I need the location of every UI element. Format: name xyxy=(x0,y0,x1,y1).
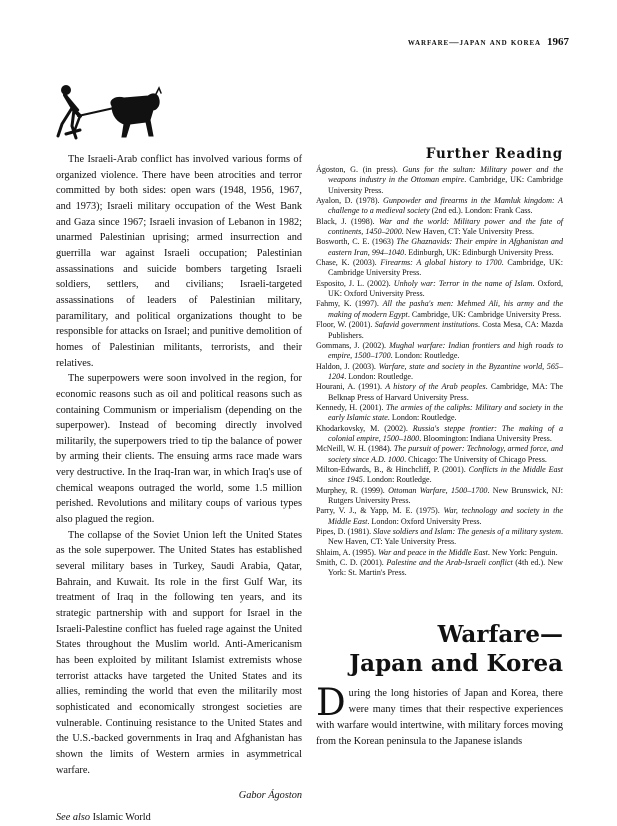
reference-author-year: Khodarkovsky, M. (2002). xyxy=(316,423,413,433)
reference-author-year: Kennedy, H. (2001). xyxy=(316,402,386,412)
reference-title: Unholy war: Terror in the name of Islam xyxy=(393,278,533,288)
reference-publisher: . London: Routledge. xyxy=(344,371,413,381)
see-also-label: See also xyxy=(56,811,91,823)
body-paragraph: The superpowers were soon involved in the region, for economic reasons such as oil and political reasons such as containing Communism or imperialism (depending on the superpower). Instead of becoming directly involved militarily, the superpowers tried to tip the balance of power by arming their clients. The ensuing arms race made wars very destructive. In the Iraq-Iran war, in which Iraq's use of chemical weapons outraged the world, some 1.5 million perished. Revolutions and military coups of various types also plagued the region. xyxy=(56,373,302,526)
reference-entry xyxy=(316,299,563,320)
reference-title: All the pasha's men: Mehmed Ali, his army and the making of modern Egypt xyxy=(328,299,563,319)
reference-author-year: Hourani, A. (1991). xyxy=(316,382,386,392)
reference-author-year: Gommans, J. (2002). xyxy=(316,340,390,350)
section-title-line: Warfare— xyxy=(437,621,563,648)
reference-publisher: . New Haven, CT: Yale University Press. xyxy=(328,527,563,547)
reference-title: Ottoman Warfare, 1500–1700 xyxy=(388,485,488,495)
reference-title: Palestine and the Arab-Israeli conflict xyxy=(386,558,513,568)
reference-publisher: . London: Oxford University Press. xyxy=(367,516,482,526)
reference-title: War, technology and society in the Middle East xyxy=(328,506,563,526)
reference-author-year: Chase, K. (2003). xyxy=(316,258,381,268)
further-reading-title: Further Reading xyxy=(425,146,563,162)
reference-publisher: . Cambridge, MA: The Belknap Press of Harvard University Press. xyxy=(328,382,563,402)
reference-publisher: (4th ed.). New York: St. Martin's Press. xyxy=(328,558,563,578)
reference-entry xyxy=(316,465,563,486)
reference-author-year: Black, J. (1998). xyxy=(316,216,379,226)
drop-cap: D xyxy=(316,681,346,724)
see-also-line xyxy=(56,810,302,826)
reference-entry xyxy=(316,196,563,217)
running-title: warfare—japan and korea xyxy=(407,38,541,48)
reference-publisher: . New Haven, CT: Yale University Press. xyxy=(401,227,534,237)
reference-author-year: Shlaim, A. (1995). xyxy=(316,547,379,557)
reference-title: War and the world: Military power and the fate of continents, 1450–2000 xyxy=(328,216,563,237)
reference-author-year: McNeill, W. H. (1984). xyxy=(316,444,394,454)
reference-author-year: Parry, V. J., & Yapp, M. E. (1975). xyxy=(316,506,444,516)
reference-title: The armies of the caliphs: Military and society in the early Islamic state xyxy=(328,402,563,423)
reference-entry xyxy=(316,341,563,362)
reference-author-year: Milton-Edwards, B., & Hinchcliff, P. (2001). xyxy=(316,464,469,474)
reference-author-year: Fahmy, K. (1997). xyxy=(316,299,383,309)
plowing-figure-illustration xyxy=(50,80,162,150)
reference-publisher: (2nd ed.). London: Frank Cass. xyxy=(429,206,533,216)
reference-publisher: . Cambridge, UK: Cambridge University Press. xyxy=(328,175,564,195)
reference-author-year: Esposito, J. L. (2002). xyxy=(316,278,394,288)
reference-title: Safavid government institutions xyxy=(374,320,478,330)
reference-author-year: Bosworth, C. E. (1963) xyxy=(316,237,397,247)
reference-author-year: Murphey, R. (1999). xyxy=(316,485,389,495)
reference-author-year: Smith, C. D. (2001). xyxy=(316,558,387,568)
section-title xyxy=(316,620,563,678)
reference-title: Gunpowder and firearms in the Mamluk kingdom: A challenge to a medieval society xyxy=(328,196,563,216)
body-paragraph: The Israeli-Arab conflict has involved various forms of organized violence. There have been atrocities and terror committed by both sides: open wars (1948, 1956, 1967, and 1973); Israeli military occupation of the West Bank and Gaza since 1967; Israeli invasion of Lebanon in 1982; unarmed Palestinian uprising; armed insurrection and guerrilla war against Israeli occupation; Palestinian assassinations and suicide bombers targeting Israeli soldiers, settlers, and civilians; Israeli-targeted assassinations of leaders of Palestinian military, paramilitary, and political organizations thought to be responsible for attacks on Israel; and punitive demolition of homes of Palestinian militants, terrorists, and their relatives. xyxy=(56,154,302,369)
reference-entry xyxy=(316,165,563,196)
reference-author-year: Haldon, J. (2003). xyxy=(316,361,379,371)
body-paragraph: The collapse of the Soviet Union left the United States as the sole superpower. The United States has established several military bases in Turkey, Saudi Arabia, Qatar, Bahrain, and Kuwait. Its role in the first Gulf War, its treatment of Iraq in the following ten years, and its strategic partnership with and support for Israel in the Israeli-Palestine conflict has fueled rage against the United States throughout the Muslim world. Anti-Americanism has been exploited by militant Islamist extremists whose terrorist attacks have targeted the United States and its allies, reminding the world that even the militarily most sophisticated and economically strongest societies are vulnerable. Continuing resistance to the United States and the U.S.-backed governments in Iraq and Afghanistan has shown the limits of Western armies in asymmetrical warfare. xyxy=(56,529,302,776)
reference-title: A history of the Arab peoples xyxy=(385,382,486,392)
reference-entry xyxy=(316,362,563,383)
page-number: 1967 xyxy=(547,36,569,48)
reference-author-year: Floor, W. (2001). xyxy=(316,320,375,330)
reference-entry xyxy=(316,424,563,445)
reference-entry xyxy=(316,548,563,558)
running-header xyxy=(408,36,569,48)
reference-entry xyxy=(316,444,563,465)
reference-title: Firearms: A global history to 1700 xyxy=(380,258,502,268)
section-title-line: Japan and Korea xyxy=(349,650,563,677)
reference-publisher: . Cambridge, UK: Cambridge University Press. xyxy=(407,309,562,319)
reference-entry xyxy=(316,217,563,238)
reference-title: Mughal warfare: Indian frontiers and high roads to empire, 1500–1700 xyxy=(328,340,563,361)
reference-publisher: . Bloomington: Indiana University Press. xyxy=(419,433,552,443)
see-also-link[interactable]: Islamic World xyxy=(92,811,151,823)
author-signature: Gabor Ágoston xyxy=(238,790,302,802)
reference-title: The pursuit of power: Technology, armed force, and society since A.D. 1000 xyxy=(328,444,563,464)
reference-entry xyxy=(316,506,563,527)
reference-publisher: . Costa Mesa, CA: Mazda Publishers. xyxy=(328,320,563,340)
reference-publisher: . London: Routledge. xyxy=(387,413,457,423)
reference-list xyxy=(316,165,563,579)
reference-entry xyxy=(316,258,563,279)
reference-entry xyxy=(316,403,563,424)
reference-entry xyxy=(316,237,563,258)
reference-publisher: . Oxford, UK: Oxford University Press. xyxy=(328,278,563,299)
reference-entry xyxy=(316,382,563,403)
reference-title: War and peace in the Middle East xyxy=(378,547,488,557)
reference-entry xyxy=(316,486,563,507)
reference-title: Conflicts in the Middle East since 1945 xyxy=(328,464,563,485)
reference-title: Warfare, state and society in the Byzantine world, 565–1204 xyxy=(328,361,563,381)
reference-title: Guns for the sultan: Military power and the weapons industry in the Ottoman empire xyxy=(328,165,564,185)
reference-publisher: . New York: Penguin. xyxy=(487,547,558,557)
reference-entry xyxy=(316,558,563,579)
reference-publisher: . Cambridge, UK: Cambridge University Press. xyxy=(328,258,563,278)
reference-title: Slave soldiers and Islam: The genesis of a military system xyxy=(373,527,561,537)
reference-publisher: . Edinburgh, UK: Edinburgh University Press. xyxy=(404,247,554,257)
reference-title: The Ghaznavids: Their empire in Afghanistan and eastern Iran, 994–1040 xyxy=(328,237,563,257)
reference-publisher: . London: Routledge. xyxy=(362,475,432,485)
reference-publisher: . New Brunswick, NJ: Rutgers University Press. xyxy=(328,485,563,505)
reference-author-year: Pipes, D. (1981). xyxy=(316,527,374,537)
reference-entry xyxy=(316,320,563,341)
reference-entry xyxy=(316,279,563,300)
further-reading-section xyxy=(316,146,563,579)
reference-author-year: Ágoston, G. (in press). xyxy=(316,165,403,174)
reference-entry xyxy=(316,527,563,548)
reference-publisher: . London: Routledge. xyxy=(390,351,460,361)
main-article-text xyxy=(56,152,302,826)
reference-author-year: Ayalon, D. (1978). xyxy=(316,196,384,206)
reference-publisher: . Chicago: The University of Chicago Press. xyxy=(404,454,547,464)
section-intro-text: uring the long histories of Japan and Korea, there were many times that their respective experiences with warfare would intertwine, with military forces moving from the Korean peninsula to the Japanese islands xyxy=(316,688,563,747)
section-intro xyxy=(316,681,563,750)
reference-title: Russia's steppe frontier: The making of a colonial empire, 1500–1800 xyxy=(328,423,563,443)
